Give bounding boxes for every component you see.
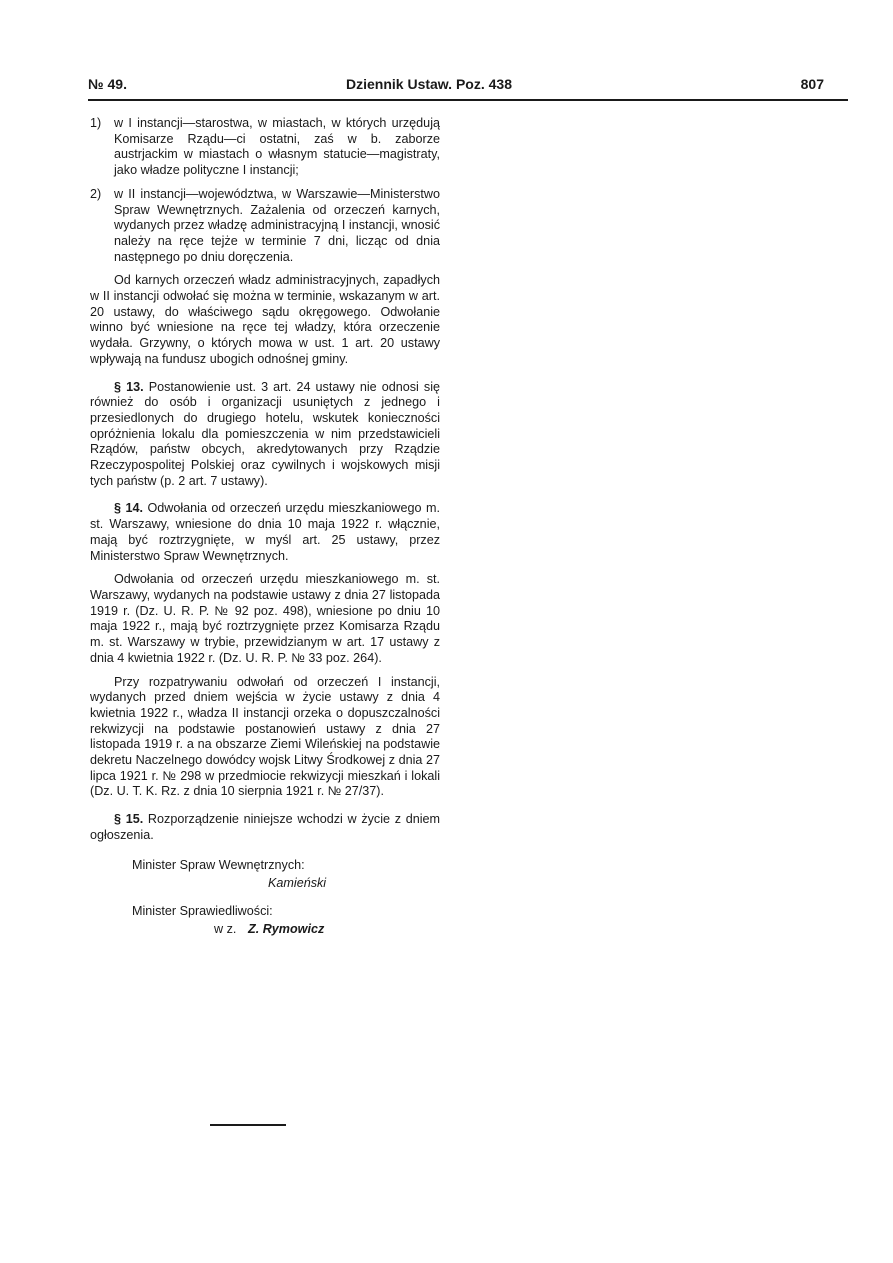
text-column: [90, 116, 440, 940]
list-number: 1): [90, 116, 102, 130]
signature-title: Minister Sprawiedliwości:: [132, 903, 273, 918]
issue-number: № 49.: [88, 76, 127, 92]
signature-title: Minister Spraw Wewnętrznych:: [132, 857, 305, 872]
end-rule: [210, 1124, 286, 1126]
section-13: [90, 380, 440, 490]
signature-1-title-row: [90, 858, 440, 876]
journal-title: Dziennik Ustaw. Poz. 438: [346, 76, 512, 92]
section-mark: § 14.: [114, 501, 143, 516]
section-text: Rozporządzenie niniejsze wchodzi w życie z dniem ogłoszenia.: [90, 812, 441, 842]
paragraph-requisition: Przy rozpatrywaniu odwołań od orzeczeń I instancji, wydanych przed dniem wejścia w życie ustawy z dnia 4 kwietnia 1922 r., władza II instancji orzeka o dopuszczalności rekwizycji na podstawie postanowień ustawy z dnia 27 listopada 1919 r. a na obszarze Ziemi Wileńskiej na podstawie dekretu Naczelnego dowódcy wojsk Litwy Środkowej z dnia 27 lipca 1921 r. № 298 w przedmiocie rekwizycji mieszkań i lokali (Dz. U. T. K. Rz. z dnia 10 sierpnia 1921 r. № 27/37).: [90, 674, 440, 799]
list-text: w I instancji—starostwa, w miastach, w których urzędują Komisarze Rządu—ci ostatni, zaś w b. zaborze austrjackim w miastach o własnym statucie—magistraty, jako władze polityczne I instancji;: [114, 116, 440, 178]
list-number: 2): [90, 186, 102, 201]
signature-name: Z. Rymowicz: [248, 921, 325, 936]
section-text: Odwołania od orzeczeń urzędu mieszkaniowego m. st. Warszawy, wniesione do dnia 10 maja 1922 r. włącznie, mają być roztrzygnięte, w myśl art. 25 ustawy, przez Ministerstwo Spraw Wewnętrznych.: [90, 501, 440, 563]
signature-1-name-row: [90, 876, 440, 894]
list-text: w II instancji—województwa, w Warszawie—Ministerstwo Spraw Wewnętrznych. Zażalenia od orzeczeń karnych, wydanych przez władzę administracyjną I instancji, wnosić należy na ręce tejże w terminie 7 dni, licząc od dnia następnego po dniu doręczenia.: [114, 186, 440, 264]
section-15: [90, 812, 440, 843]
section-mark: § 15.: [114, 812, 144, 827]
signature-name: Kamieński: [268, 875, 327, 890]
signature-2-title-row: [90, 904, 440, 922]
signature-prefix: w z.: [214, 921, 237, 936]
signature-2-name-row: [90, 922, 440, 940]
header-rule: [88, 99, 848, 101]
section-text: Postanowienie ust. 3 art. 24 ustawy nie odnosi się również do osób i organizacji usuniętych z jednego i przesiedlonych do drugiego hotelu, wskutek konieczności opróżnienia lokalu dla pomieszczenia w nim przedstawicieli Rządów, państw obcych, akredytowanych przy Rządzie Rzeczypospolitej Polskiej oraz cywilnych i wojskowych misji tych państw (p. 2 art. 7 ustawy).: [90, 379, 441, 488]
section-14: [90, 501, 440, 564]
list-item: [90, 187, 440, 266]
page-header: [88, 76, 824, 98]
section-mark: § 13.: [114, 379, 144, 394]
list-item: [90, 116, 440, 179]
paragraph-housing-appeals: Odwołania od orzeczeń urzędu mieszkaniowego m. st. Warszawy, wydanych na podstawie ustawy z dnia 27 listopada 1919 r. (Dz. U. R. P. № 92 poz. 498), wniesione po dniu 10 maja 1922 r., mają być roztrzygnięte przez Komisarza Rządu m. st. Warszawy w trybie, przewidzianym w art. 17 ustawy z dnia 4 kwietnia 1922 r. (Dz. U. R. P. № 33 poz. 264).: [90, 572, 440, 665]
paragraph-appeals: Od karnych orzeczeń władz administracyjnych, zapadłych w II instancji odwołać się można w terminie, wskazanym w art. 20 ustawy, do właściwego sądu okręgowego. Odwołanie winno być wniesione na ręce tej władzy, która orzeczenie wydała. Grzywny, o których mowa w ust. 1 art. 20 ustawy wpływają na fundusz ubogich odnośnej gminy.: [90, 273, 440, 366]
page-number: 807: [800, 76, 824, 92]
